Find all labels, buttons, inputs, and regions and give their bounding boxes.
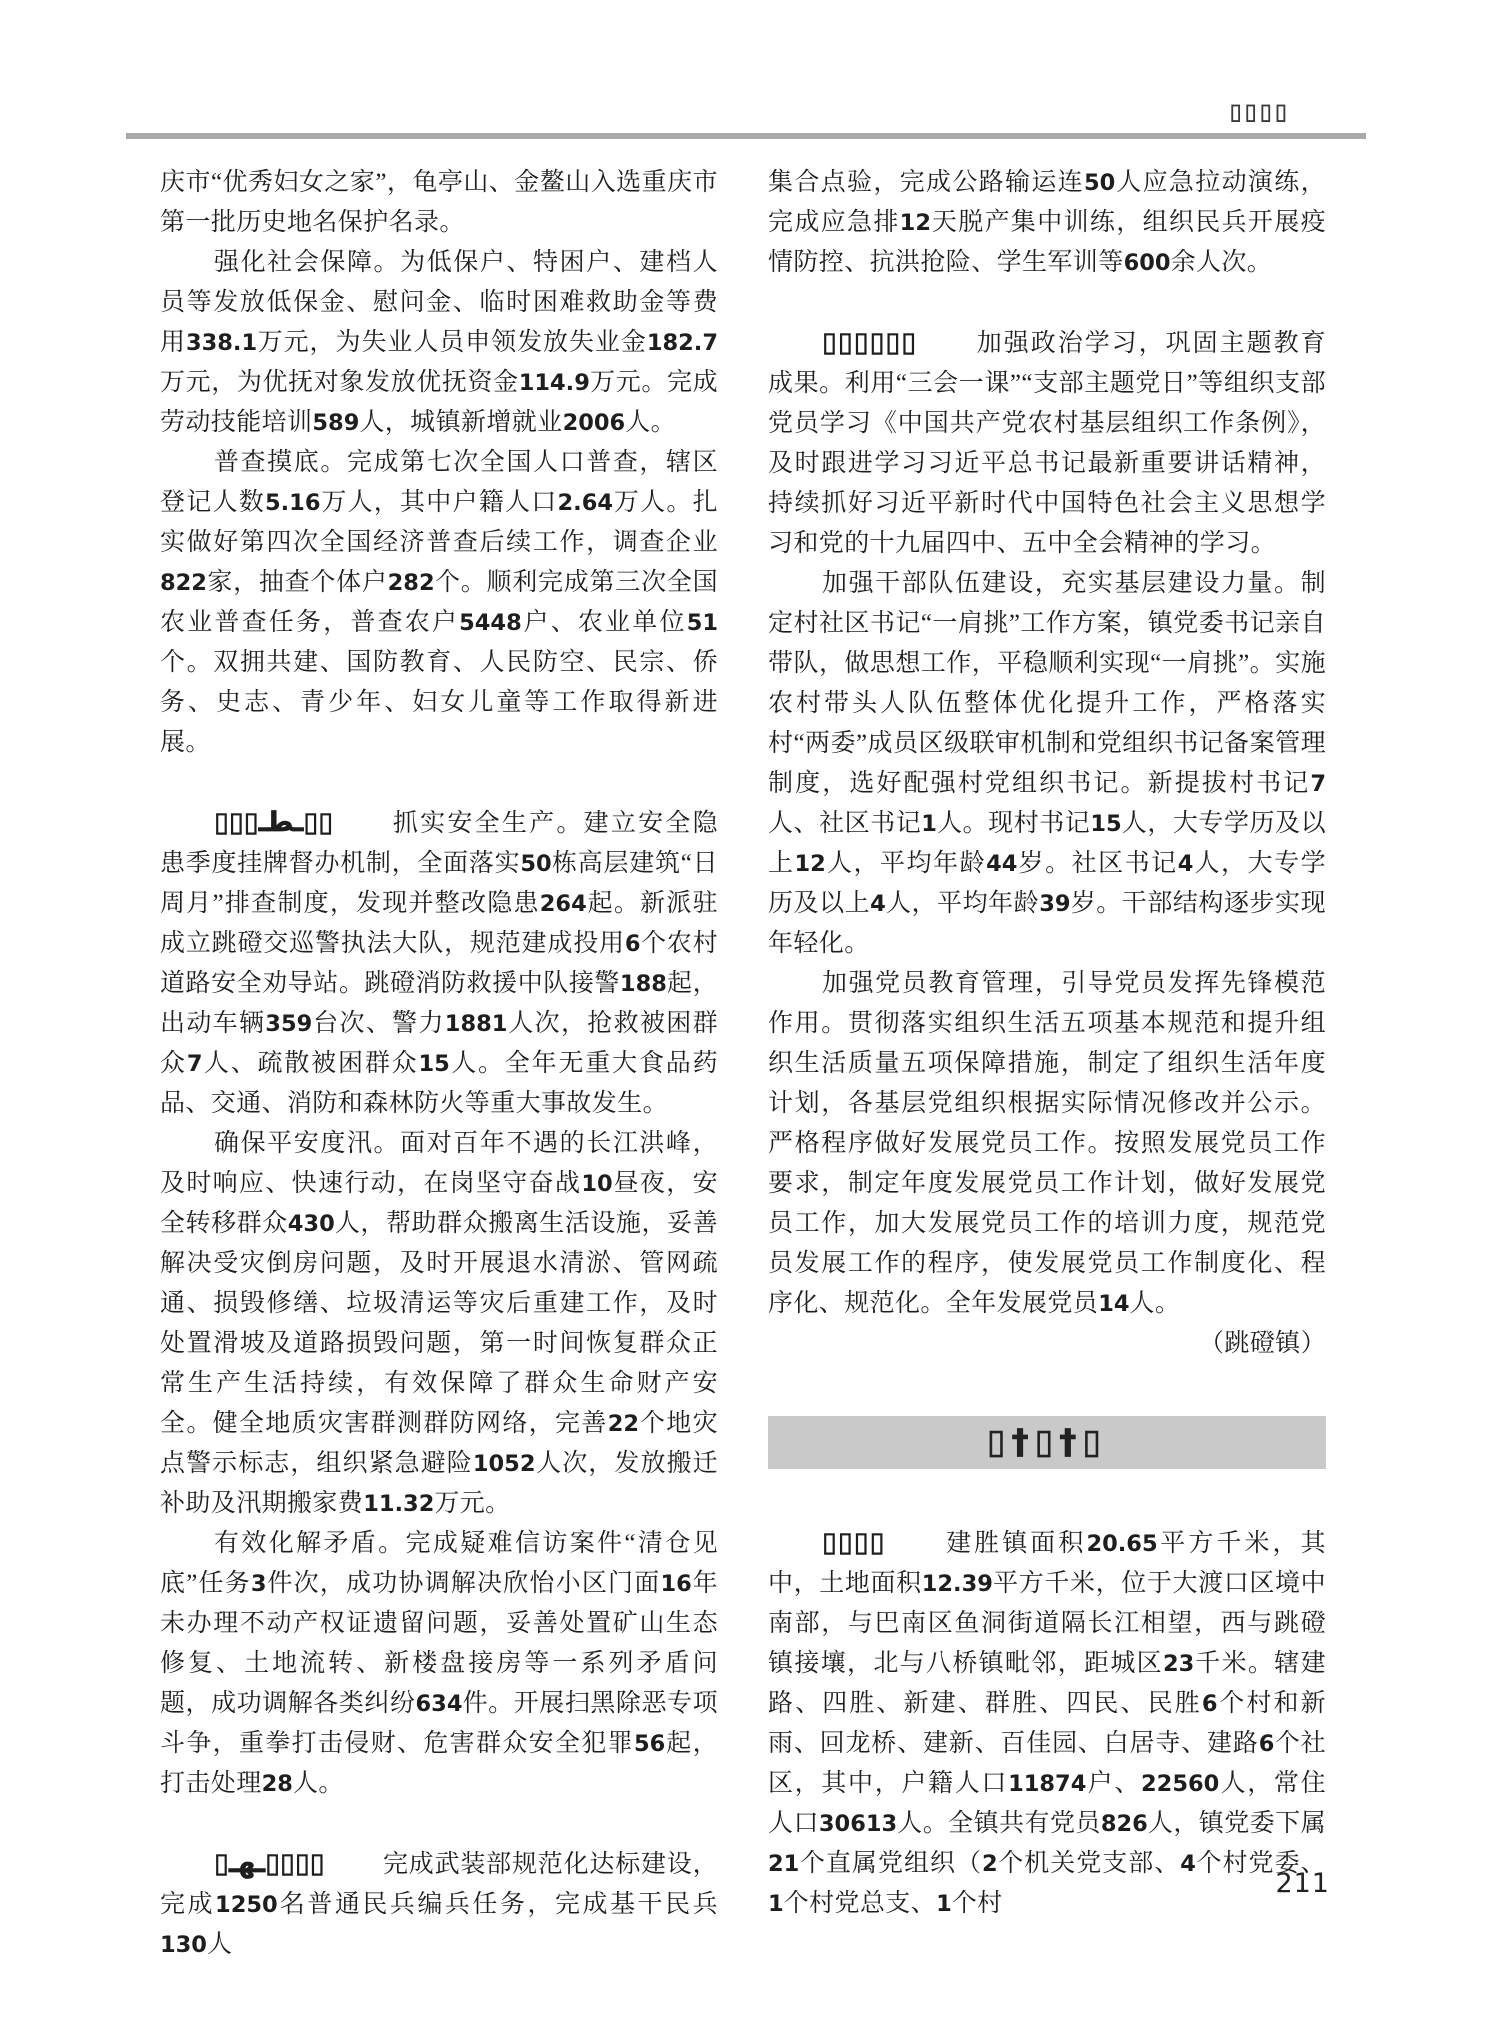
numeric-value: 56 — [634, 1731, 666, 1757]
numeric-value: 23 — [1163, 1651, 1195, 1677]
entry-jiansheng-overview: ▯▯▯▯ 建胜镇面积20.65平方千米，其中，土地面积12.39平方千米，位于大渡口区境中南部，与巴南区鱼洞街道隔长江相望，西与跳磴镇接壤，北与八桥镇毗邻，距城区23千米。辖建路、四胜、新建、群胜、四民、民胜6个村和新雨、回龙桥、建新、百佳园、白居寺、建路6个社区，其中，户籍人口11874户、22560人，常住人口30613人。全镇共有党员826人，镇党委下属21个直属党组织（2个机关党支部、4个村党委、1个村党总支、1个村 — [768, 1527, 1326, 1917]
para-flood-control: 确保平安度汛。面对百年不遇的长江洪峰，及时响应、快速行动，在岗坚守奋战10昼夜，安全转移群众430人，帮助群众搬离生活设施，妥善解决受灾倒房问题，及时开展退水清淤、管网疏通、损毁修缮、垃圾清运等灾后重建工作，及时处置滑坡及道路损毁问题，第一时间恢复群众正常生产生活持续，有效保障了群众生命财产安全。健全地质灾害群测群防网络，完善22个地灾点警示标志，组织紧急避险1052人次，发放搬迁补助及汛期搬家费11.32万元。 — [160, 1130, 719, 1517]
numeric-value: 21 — [768, 1851, 800, 1877]
numeric-value: 7 — [1310, 771, 1326, 797]
numeric-value: 338.1 — [185, 330, 258, 356]
numeric-value: 600 — [1123, 250, 1171, 276]
numeric-value: 14 — [1098, 1291, 1130, 1317]
numeric-value: 50 — [520, 851, 552, 877]
numeric-value: 15 — [1090, 811, 1122, 837]
numeric-value: 822 — [160, 570, 207, 596]
entry-heading-tofu: ▯▯▯ـطـ▯▯ — [214, 807, 334, 838]
attribution-tiaodeng-town: （跳磴镇） — [1198, 1330, 1326, 1357]
numeric-value: 130 — [160, 1932, 207, 1958]
numeric-value: 4 — [1180, 1851, 1196, 1877]
numeric-value: 11874 — [1008, 1771, 1087, 1797]
numeric-value: 6 — [624, 931, 641, 957]
numeric-value: 1250 — [215, 1892, 278, 1918]
para-militia-continued: 集合点验，完成公路输运连50人应急拉动演练，完成应急排12天脱产集中训练，组织民兵开展疫情防控、抗洪抢险、学生军训等600余人次。 — [768, 169, 1326, 276]
numeric-value: 2006 — [562, 410, 626, 436]
page-number: 211 — [1275, 1868, 1330, 1899]
numeric-value: 39 — [1039, 891, 1071, 917]
numeric-value: 7 — [186, 1051, 203, 1077]
numeric-value: 1 — [921, 811, 937, 837]
para-census: 普查摸底。完成第七次全国人口普查，辖区登记人数5.16万人，其中户籍人口2.64万人。扎实做好第四次全国经济普查后续工作，调查企业822家，抽查个体户282个。顺利完成第三次全国农业普查任务，普查农户5448户、农业单位51个。双拥共建、国防教育、人民防空、民宗、侨务、史志、青少年、妇女儿童等工作取得新进展。 — [160, 449, 718, 756]
numeric-value: 50 — [1084, 170, 1116, 196]
entry-heading-tofu: ▯▯▯▯ — [822, 1527, 886, 1558]
numeric-value: 28 — [261, 1771, 293, 1797]
numeric-value: 15 — [418, 1051, 450, 1077]
numeric-value: 4 — [1177, 851, 1194, 877]
left-column — [160, 163, 718, 1965]
section-banner: ▯†▯†▯ — [768, 1416, 1326, 1469]
numeric-value: 1 — [936, 1891, 952, 1917]
para-dispute-resolution: 有效化解矛盾。完成疑难信访案件“清仓见底”任务3件次，成功协调解决欣怡小区门面16年未办理不动产权证遗留问题，妥善处置矿山生态修复、土地流转、新楼盘接房等一系列矛盾问题，成功调解各类纠纷634件。开展扫黑除恶专项斗争，重拳打击侵财、危害群众安全犯罪56起，打击处理28人。 — [160, 1530, 718, 1797]
numeric-value: 5.16 — [264, 490, 321, 516]
numeric-value: 16 — [660, 1571, 692, 1597]
numeric-value: 282 — [387, 570, 435, 596]
numeric-value: 1052 — [472, 1451, 536, 1477]
page-header-marker: ▯▯▯▯ — [1229, 100, 1290, 125]
entry-party-building: ▯▯▯▯▯▯ 加强政治学习，巩固主题教育成果。利用“三会一课”“支部主题党日”等组织支部党员学习《中国共产党农村基层组织工作条例》，及时跟进学习习近平总书记最新重要讲话精神，持续抓好习近平新时代中国特色社会主义思想学习和党的十九届四中、五中全会精神的学习。 — [768, 327, 1326, 557]
numeric-value: 30613 — [818, 1811, 898, 1837]
numeric-value: 264 — [539, 891, 587, 917]
numeric-value: 12 — [794, 851, 826, 877]
numeric-value: 44 — [986, 851, 1018, 877]
numeric-value: 10 — [581, 1171, 613, 1197]
numeric-value: 12.39 — [921, 1571, 993, 1597]
numeric-value: 359 — [265, 1011, 313, 1037]
numeric-value: 188 — [619, 971, 667, 997]
para-place-names: 庆市“优秀妇女之家”，龟亭山、金鳌山入选重庆市第一批历史地名保护名录。 — [160, 169, 718, 236]
numeric-value: 51 — [686, 610, 718, 636]
numeric-value: 3 — [250, 1571, 267, 1597]
header-rule — [126, 133, 1366, 139]
two-column-body — [160, 163, 1326, 1965]
numeric-value: 1 — [768, 1891, 784, 1917]
numeric-value: 430 — [287, 1211, 335, 1237]
entry-militia: ▯ـهـ▯▯▯▯ 完成武装部规范化达标建设，完成1250名普通民兵编兵任务，完成基干民兵130人 — [160, 1848, 718, 1958]
numeric-value: 5448 — [459, 610, 522, 636]
para-party-member-education: 加强党员教育管理，引导党员发挥先锋模范作用。贯彻落实组织生活五项基本规范和提升组织生活质量五项保障措施，制定了组织生活年度计划，各基层党组织根据实际情况修改并公示。严格程序做好发展党员工作。按照发展党员工作要求，制定年度发展党员工作计划，做好发展党员工作，加大发展党员工作的培训力度，规范党员发展工作的程序，使发展党员工作制度化、程序化、规范化。全年发展党员14人。 — [768, 970, 1326, 1317]
numeric-value: 114.9 — [518, 370, 590, 396]
numeric-value: 2.64 — [557, 490, 614, 516]
entry-heading-tofu: ▯ـهـ▯▯▯▯ — [214, 1848, 325, 1879]
numeric-value: 182.7 — [646, 330, 718, 356]
numeric-value: 589 — [312, 410, 360, 436]
para-cadre-team: 加强干部队伍建设，充实基层建设力量。制定村社区书记“一肩挑”工作方案，镇党委书记亲自带队，做思想工作，平稳顺利实现“一肩挑”。实施农村带头人队伍整体优化提升工作，严格落实村“两委”成员区级联审机制和党组织书记备案管理制度，选好配强村党组织书记。新提拔村书记7人、社区书记1人。现村书记15人，大专学历及以上12人，平均年龄44岁。社区书记4人，大专学历及以上4人，平均年龄39岁。干部结构逐步实现年轻化。 — [768, 570, 1326, 957]
numeric-value: 20.65 — [1086, 1531, 1158, 1557]
numeric-value: 22560 — [1141, 1771, 1220, 1797]
right-column — [768, 163, 1326, 1965]
numeric-value: 1881 — [444, 1011, 508, 1037]
entry-safety: ▯▯▯ـطـ▯▯ 抓实安全生产。建立安全隐患季度挂牌督办机制，全面落实50栋高层建筑“日周月”排查制度，发现并整改隐患264起。新派驻成立跳磴交巡警执法大队，规范建成投用6个农村道路安全劝导站。跳磴消防救援中队接警188起，出动车辆359台次、警力1881人次，抢救被困群众7人、疏散被困群众15人。全年无重大食品药品、交通、消防和森林防火等重大事故发生。 — [160, 807, 719, 1117]
numeric-value: 12 — [899, 210, 931, 236]
numeric-value: 11.32 — [363, 1491, 435, 1517]
numeric-value: 22 — [607, 1411, 639, 1437]
numeric-value: 2 — [981, 1851, 998, 1877]
numeric-value: 826 — [1100, 1811, 1148, 1837]
numeric-value: 4 — [870, 891, 886, 917]
entry-heading-tofu: ▯▯▯▯▯▯ — [822, 327, 918, 358]
para-social-security: 强化社会保障。为低保户、特困户、建档人员等发放低保金、慰问金、临时困难救助金等费用338.1万元，为失业人员申领发放失业金182.7万元，为优抚对象发放优抚资金114.9万元。完成劳动技能培训589人，城镇新增就业2006人。 — [160, 249, 718, 436]
numeric-value: 6 — [1201, 1691, 1218, 1717]
numeric-value: 6 — [1258, 1731, 1275, 1757]
numeric-value: 634 — [415, 1691, 463, 1717]
